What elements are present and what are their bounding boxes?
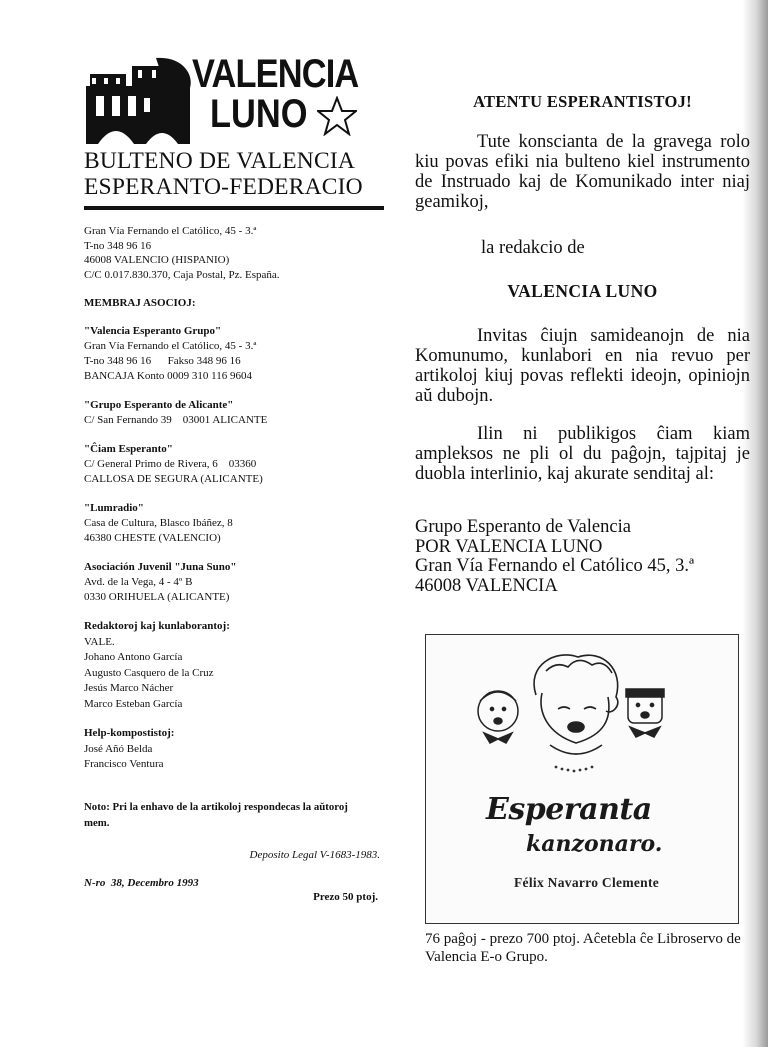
masthead-rule [84, 206, 384, 210]
singers-illustration [426, 635, 738, 785]
issue-footer [84, 877, 394, 917]
member-name: Asociación Juvenil "Juna Suno" [84, 561, 237, 573]
book-title-line-2: kanzonaro. [526, 831, 663, 857]
editor-name: Augusto Casquero de la Cruz [84, 666, 214, 679]
star-outline-icon [317, 96, 357, 136]
member-name: "Lumradio" [84, 502, 144, 514]
contact-address [415, 518, 750, 596]
address-line: 46008 VALENCIO (HISPANIO) [84, 254, 230, 266]
member-entry [84, 398, 394, 428]
subtitle-bulteno: BULTENO DE VALENCIA [84, 148, 356, 174]
member-name: "Grupo Esperanto de Alicante" [84, 399, 234, 411]
member-line: CALLOSA DE SEGURA (ALICANTE) [84, 473, 263, 485]
address-line: C/C 0.017.830.370, Caja Postal, Pz. España. [84, 268, 280, 281]
editors-block [84, 619, 394, 712]
typesetter-name: José Añó Belda [84, 742, 153, 755]
editor-name: Marco Esteban García [84, 697, 183, 710]
issue-number: N-ro 38, Decembro 1993 [84, 876, 199, 889]
right-column [415, 92, 750, 596]
member-line: T-no 348 96 16 Fakso 348 96 16 [84, 355, 241, 367]
contact-line: Grupo Esperanto de Valencia [415, 517, 631, 537]
editor-name: VALE. [84, 635, 115, 648]
masthead-title-valencia: VALENCIA [192, 52, 359, 96]
tower-logo-icon [86, 54, 198, 146]
notice-bulletin-name: VALENCIA LUNO [507, 281, 658, 301]
member-line: Casa de Cultura, Blasco Ibáñez, 8 [84, 517, 233, 529]
book-author: Félix Navarro Clemente [514, 875, 660, 890]
editors-title: Redaktoroj kaj kunlaborantoj: [84, 620, 230, 632]
member-entry [84, 442, 394, 487]
member-entry [84, 560, 394, 605]
federation-address [84, 224, 394, 282]
book-title-line-1: Esperanta [486, 792, 652, 827]
responsibility-note: Noto: Pri la enhavo de la artikoloj respondecas la aŭtoroj mem. [84, 800, 348, 829]
masthead-title-luno: LUNO [210, 92, 308, 136]
member-entry [84, 501, 394, 546]
member-line: C/ San Fernando 39 03001 ALICANTE [84, 414, 268, 426]
notice-paragraph-2: Invitas ĉiujn samideanojn de nia Komunumo, kunlabori en nia revuo per artikoloj kiuj povas reflekti ideojn, opiniojn aŭ dubojn. [415, 326, 750, 406]
left-column [84, 50, 394, 917]
member-name: "Ĉiam Esperanto" [84, 443, 173, 455]
songbook-cover-image [425, 634, 739, 924]
subtitle-federacio: ESPERANTO-FEDERACIO [84, 174, 363, 200]
contact-line: POR VALENCIA LUNO [415, 536, 603, 557]
contact-line: 46008 VALENCIA [415, 575, 558, 596]
legal-deposit: Deposito Legal V-1683-1983. [249, 848, 380, 861]
member-line: 0330 ORIHUELA (ALICANTE) [84, 591, 230, 603]
member-line: 46380 CHESTE (VALENCIO) [84, 532, 221, 544]
typesetter-name: Francisco Ventura [84, 758, 164, 770]
masthead [84, 50, 394, 148]
contact-line: Gran Vía Fernando el Católico 45, 3.ª [415, 556, 695, 576]
notice-heading: ATENTU ESPERANTISTOJ! [473, 92, 692, 111]
address-line: Gran Vía Fernando el Católico, 45 - 3.ª [84, 225, 257, 237]
editor-name: Jesús Marco Nácher [84, 682, 174, 694]
notice-paragraph-1: Tute konscianta de la gravega rolo kiu povas efiki nia bulteno kiel instrumento de Instruado kaj de Komunikado inter niaj geamikoj, [415, 132, 750, 212]
issue-price: Prezo 50 ptoj. [313, 890, 378, 903]
member-line: Avd. de la Vega, 4 - 4º B [84, 576, 193, 588]
member-line: BANCAJA Konto 0009 310 116 9604 [84, 370, 252, 382]
notice-paragraph-3: Ilin ni publikigos ĉiam kiam ampleksos ne pli ol du paĝojn, tajpitaj je duobla interlinio, kaj akurate senditaj al: [415, 424, 750, 484]
editor-name: Johano Antono García [84, 651, 183, 663]
address-line: T-no 348 96 16 [84, 239, 152, 252]
members-title: MEMBRAJ ASOCIOJ: [84, 297, 196, 309]
typesetters-title: Help-kompostistoj: [84, 727, 175, 739]
notice-redakcio: la redakcio de [481, 238, 585, 258]
typesetters-block [84, 726, 394, 773]
member-entry [84, 324, 394, 384]
member-name: "Valencia Esperanto Grupo" [84, 325, 222, 337]
book-caption: 76 paĝoj - prezo 700 ptoj. Aĉetebla ĉe Libroservo de Valencia E-o Grupo. [425, 931, 741, 965]
member-line: C/ General Primo de Rivera, 6 03360 [84, 458, 257, 470]
member-line: Gran Vía Fernando el Católico, 45 - 3.ª [84, 340, 257, 352]
